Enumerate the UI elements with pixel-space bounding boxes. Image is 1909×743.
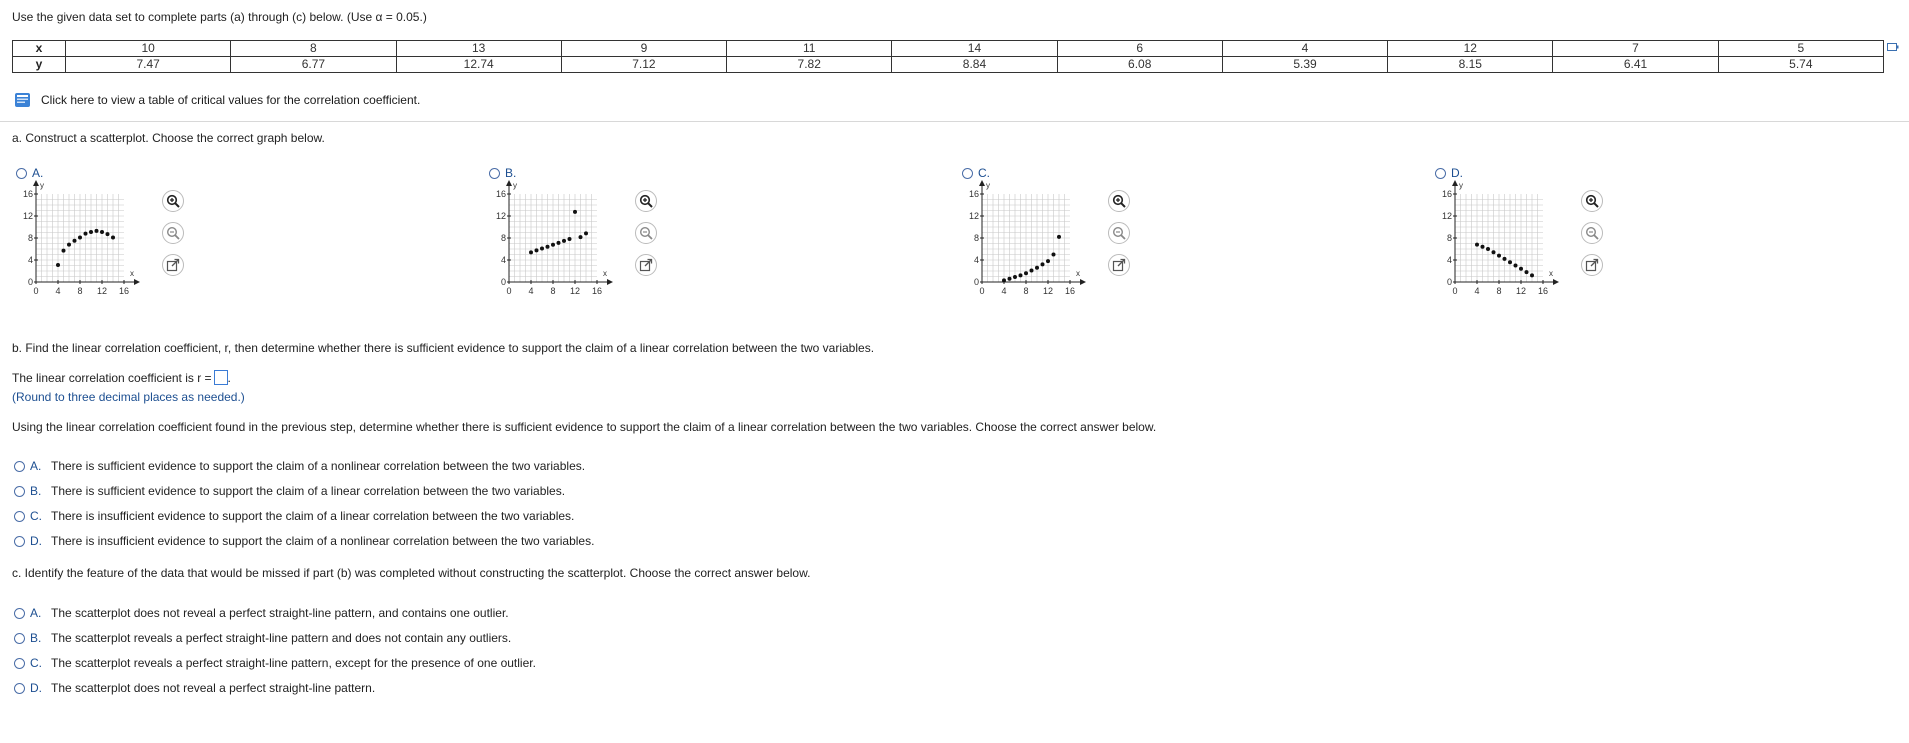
data-point — [95, 229, 99, 233]
y-axis-label: y — [40, 181, 44, 190]
x-tick-label: 4 — [528, 286, 534, 296]
choice-letter: D. — [30, 534, 42, 548]
x-axis-label: x — [130, 269, 134, 278]
x-tick-label: 4 — [55, 286, 61, 296]
b-choice-c[interactable] — [14, 509, 574, 523]
x-axis-label: x — [1076, 269, 1080, 278]
x-tick-label: 8 — [77, 286, 83, 296]
choice-text: There is insufficient evidence to support the claim of a linear correlation between the two variables. — [51, 509, 575, 523]
section-divider — [0, 121, 1909, 122]
x-tick-label: 16 — [1537, 286, 1549, 296]
x-tick-label: 4 — [1474, 286, 1480, 296]
data-point — [78, 235, 82, 239]
r-label: The linear correlation coefficient is r = — [12, 370, 212, 385]
b-choice-d-radio[interactable] — [14, 536, 25, 547]
x-axis-label: x — [603, 269, 607, 278]
x-tick-label: 12 — [1515, 286, 1527, 296]
zoom-in-button[interactable] — [162, 190, 184, 212]
data-point — [56, 263, 60, 267]
popout-button[interactable] — [635, 254, 657, 276]
x-axis-label: x — [1549, 269, 1553, 278]
x-axis-arrow — [1553, 279, 1559, 285]
zoom-in-button[interactable] — [1581, 190, 1603, 212]
x-header: x — [13, 41, 66, 57]
x-cell: 13 — [396, 41, 561, 57]
y-tick-label: 8 — [500, 233, 506, 243]
r-period: . — [227, 370, 231, 385]
y-axis-label: y — [1459, 181, 1463, 190]
x-tick-label: 16 — [1064, 286, 1076, 296]
choice-text: The scatterplot reveals a perfect straight-line pattern, except for the presence of one outlier. — [51, 656, 536, 670]
x-axis-arrow — [607, 279, 613, 285]
zoom-out-icon — [166, 226, 180, 240]
x-tick-label: 4 — [1001, 286, 1007, 296]
round-note: (Round to three decimal places as needed.) — [12, 390, 245, 404]
data-point — [1530, 273, 1534, 277]
option-c-letter: C. — [978, 166, 990, 180]
zoom-out-button[interactable] — [635, 222, 657, 244]
y-axis-label: y — [986, 181, 990, 190]
data-point — [1057, 235, 1061, 239]
choice-text: There is sufficient evidence to support the claim of a nonlinear correlation between the two variables. — [51, 459, 586, 473]
y-cell: 6.77 — [231, 57, 396, 73]
data-point — [557, 241, 561, 245]
choice-letter: A. — [30, 459, 42, 473]
zoom-out-icon — [639, 226, 653, 240]
data-point — [1492, 250, 1496, 254]
x-axis-arrow — [1080, 279, 1086, 285]
x-axis-arrow — [134, 279, 140, 285]
b-choice-b[interactable] — [14, 484, 565, 498]
y-tick-label: 16 — [968, 189, 979, 199]
b-choice-c-radio[interactable] — [14, 511, 25, 522]
zoom-in-icon — [1585, 194, 1599, 208]
data-point — [535, 248, 539, 252]
x-tick-label: 16 — [118, 286, 130, 296]
choice-text: The scatterplot does not reveal a perfect straight-line pattern. — [51, 681, 376, 695]
y-tick-label: 16 — [1441, 189, 1452, 199]
y-tick-label: 12 — [1441, 211, 1452, 221]
part-b-question: Using the linear correlation coefficient found in the previous step, determine whether there is sufficient evidence to support the claim of a linear correlation between the two variables. Choose the correct answer below. — [12, 420, 1157, 434]
option-a-letter: A. — [32, 166, 44, 180]
zoom-in-button[interactable] — [1108, 190, 1130, 212]
part-a-prompt: a. Construct a scatterplot. Choose the correct graph below. — [12, 131, 325, 145]
scatterplot-a — [14, 181, 164, 306]
y-cell: 7.12 — [561, 57, 726, 73]
c-choice-d-radio[interactable] — [14, 683, 25, 694]
x-cell: 5 — [1718, 41, 1883, 57]
book-icon — [14, 92, 32, 108]
x-tick-label: 0 — [33, 286, 39, 296]
x-cell: 14 — [892, 41, 1057, 57]
popout-icon — [1585, 258, 1599, 272]
data-point — [1525, 270, 1529, 274]
data-point — [1030, 268, 1034, 272]
choice-letter: A. — [30, 606, 42, 620]
scatterplot-c — [960, 181, 1110, 306]
choice-letter: B. — [30, 484, 42, 498]
option-c-head[interactable] — [962, 166, 990, 180]
option-a-head[interactable] — [16, 166, 43, 180]
data-point — [1486, 247, 1490, 251]
graph-option-b[interactable] — [487, 166, 707, 326]
data-point — [1475, 243, 1479, 247]
critical-values-link[interactable]: Click here to view a table of critical values for the correlation coefficient. — [41, 93, 421, 107]
y-cell: 8.84 — [892, 57, 1057, 73]
data-point — [67, 243, 71, 247]
part-b-prompt: b. Find the linear correlation coefficient, r, then determine whether there is sufficient evidence to support the claim of a linear correlation between the two variables. — [12, 341, 875, 355]
data-point — [529, 250, 533, 254]
choice-text: There is insufficient evidence to support the claim of a nonlinear correlation between the two variables. — [51, 534, 595, 548]
x-tick-label: 0 — [506, 286, 512, 296]
x-tick-label: 0 — [979, 286, 985, 296]
data-point — [584, 231, 588, 235]
zoom-out-button[interactable] — [1108, 222, 1130, 244]
x-tick-label: 12 — [569, 286, 581, 296]
y-cell: 5.74 — [1718, 57, 1883, 73]
y-axis-arrow — [1452, 180, 1458, 186]
y-axis-arrow — [979, 180, 985, 186]
x-tick-label: 0 — [1452, 286, 1458, 296]
option-d-head[interactable] — [1435, 166, 1463, 180]
y-header: y — [13, 57, 66, 73]
data-point — [111, 235, 115, 239]
y-tick-label: 8 — [1446, 233, 1452, 243]
y-tick-label: 16 — [22, 189, 33, 199]
y-cell: 6.41 — [1553, 57, 1718, 73]
b-choice-a-radio[interactable] — [14, 461, 25, 472]
y-axis-label: y — [513, 181, 517, 190]
popout-icon — [1112, 258, 1126, 272]
data-point — [106, 232, 110, 236]
y-tick-label: 0 — [973, 277, 979, 287]
y-cell: 7.82 — [727, 57, 892, 73]
popout-icon — [639, 258, 653, 272]
table-row-x — [13, 41, 1884, 57]
option-b-radio[interactable] — [489, 168, 500, 179]
y-tick-label: 16 — [495, 189, 506, 199]
data-point — [1035, 266, 1039, 270]
graph-option-d[interactable] — [1433, 166, 1653, 326]
data-point — [1041, 262, 1045, 266]
x-tick-label: 8 — [1023, 286, 1029, 296]
data-point — [84, 232, 88, 236]
option-c-radio[interactable] — [962, 168, 973, 179]
r-input[interactable] — [214, 370, 228, 385]
intro-text: Use the given data set to complete parts (a) through (c) below. (Use α = 0.05.) — [12, 10, 427, 24]
critical-values-row[interactable] — [14, 92, 420, 108]
x-cell: 4 — [1222, 41, 1387, 57]
y-axis-arrow — [33, 180, 39, 186]
c-choice-b[interactable] — [14, 631, 511, 645]
y-tick-label: 0 — [27, 277, 33, 287]
option-d-letter: D. — [1451, 166, 1463, 180]
data-point — [546, 245, 550, 249]
data-point — [1503, 257, 1507, 261]
choice-letter: C. — [30, 509, 42, 523]
choice-text: There is sufficient evidence to support the claim of a linear correlation between the two variables. — [51, 484, 566, 498]
x-tick-label: 12 — [96, 286, 108, 296]
data-point — [1024, 271, 1028, 275]
option-a-radio[interactable] — [16, 168, 27, 179]
choice-letter: D. — [30, 681, 42, 695]
c-choice-a-radio[interactable] — [14, 608, 25, 619]
r-answer-row — [12, 370, 231, 385]
data-point — [579, 235, 583, 239]
x-cell: 11 — [727, 41, 892, 57]
b-choice-b-radio[interactable] — [14, 486, 25, 497]
popout-button[interactable] — [1581, 254, 1603, 276]
data-point — [1019, 273, 1023, 277]
data-point — [573, 210, 577, 214]
choice-text: The scatterplot reveals a perfect straight-line pattern and does not contain any outliers. — [51, 631, 512, 645]
x-cell: 8 — [231, 41, 396, 57]
table-row-y — [13, 57, 1884, 73]
c-choice-d[interactable] — [14, 681, 375, 695]
option-d-radio[interactable] — [1435, 168, 1446, 179]
y-tick-label: 12 — [495, 211, 506, 221]
zoom-in-button[interactable] — [635, 190, 657, 212]
copy-icon[interactable] — [1887, 43, 1899, 52]
x-tick-label: 8 — [1496, 286, 1502, 296]
x-tick-label: 16 — [591, 286, 603, 296]
zoom-out-icon — [1585, 226, 1599, 240]
zoom-out-icon — [1112, 226, 1126, 240]
zoom-in-icon — [166, 194, 180, 208]
y-tick-label: 4 — [973, 255, 979, 265]
choice-letter: B. — [30, 631, 42, 645]
c-choice-b-radio[interactable] — [14, 633, 25, 644]
y-cell: 6.08 — [1057, 57, 1222, 73]
c-choice-a[interactable] — [14, 606, 509, 620]
option-b-head[interactable] — [489, 166, 516, 180]
data-point — [1519, 267, 1523, 271]
x-tick-label: 12 — [1042, 286, 1054, 296]
popout-button[interactable] — [1108, 254, 1130, 276]
data-table — [12, 40, 1884, 73]
graph-option-c[interactable] — [960, 166, 1180, 326]
y-cell: 8.15 — [1388, 57, 1553, 73]
x-cell: 12 — [1388, 41, 1553, 57]
data-point — [89, 230, 93, 234]
x-cell: 7 — [1553, 41, 1718, 57]
data-point — [562, 239, 566, 243]
y-tick-label: 0 — [500, 277, 506, 287]
x-tick-label: 8 — [550, 286, 556, 296]
y-cell: 7.47 — [66, 57, 231, 73]
data-point — [73, 239, 77, 243]
y-tick-label: 12 — [22, 211, 33, 221]
data-point — [1481, 245, 1485, 249]
data-point — [551, 243, 555, 247]
x-cell: 10 — [66, 41, 231, 57]
zoom-in-icon — [639, 194, 653, 208]
c-choice-c[interactable] — [14, 656, 536, 670]
y-cell: 5.39 — [1222, 57, 1387, 73]
zoom-out-button[interactable] — [162, 222, 184, 244]
choice-letter: C. — [30, 656, 42, 670]
x-cell: 6 — [1057, 41, 1222, 57]
data-point — [1508, 260, 1512, 264]
part-c-prompt: c. Identify the feature of the data that would be missed if part (b) was completed without constructing the scatterplot. Choose the correct answer below. — [12, 566, 811, 580]
data-point — [1008, 277, 1012, 281]
b-choice-a[interactable] — [14, 459, 585, 473]
y-tick-label: 4 — [27, 255, 33, 265]
data-point — [1497, 254, 1501, 258]
data-point — [1013, 275, 1017, 279]
data-point — [1002, 278, 1006, 282]
y-tick-label: 4 — [1446, 255, 1452, 265]
data-point — [1052, 253, 1056, 257]
y-tick-label: 12 — [968, 211, 979, 221]
y-axis-arrow — [506, 180, 512, 186]
data-point — [1514, 264, 1518, 268]
graph-option-a[interactable] — [14, 166, 234, 326]
x-cell: 9 — [561, 41, 726, 57]
data-point — [540, 247, 544, 251]
y-tick-label: 8 — [973, 233, 979, 243]
choice-text: The scatterplot does not reveal a perfect straight-line pattern, and contains one outlier. — [51, 606, 509, 620]
popout-button[interactable] — [162, 254, 184, 276]
scatterplot-d — [1433, 181, 1583, 306]
b-choice-d[interactable] — [14, 534, 594, 548]
y-tick-label: 0 — [1446, 277, 1452, 287]
data-point — [568, 237, 572, 241]
data-point — [1046, 259, 1050, 263]
option-b-letter: B. — [505, 166, 517, 180]
scatterplot-b — [487, 181, 637, 306]
zoom-in-icon — [1112, 194, 1126, 208]
zoom-out-button[interactable] — [1581, 222, 1603, 244]
data-point — [100, 230, 104, 234]
c-choice-c-radio[interactable] — [14, 658, 25, 669]
y-tick-label: 8 — [27, 233, 33, 243]
y-tick-label: 4 — [500, 255, 506, 265]
y-cell: 12.74 — [396, 57, 561, 73]
data-point — [62, 249, 66, 253]
popout-icon — [166, 258, 180, 272]
